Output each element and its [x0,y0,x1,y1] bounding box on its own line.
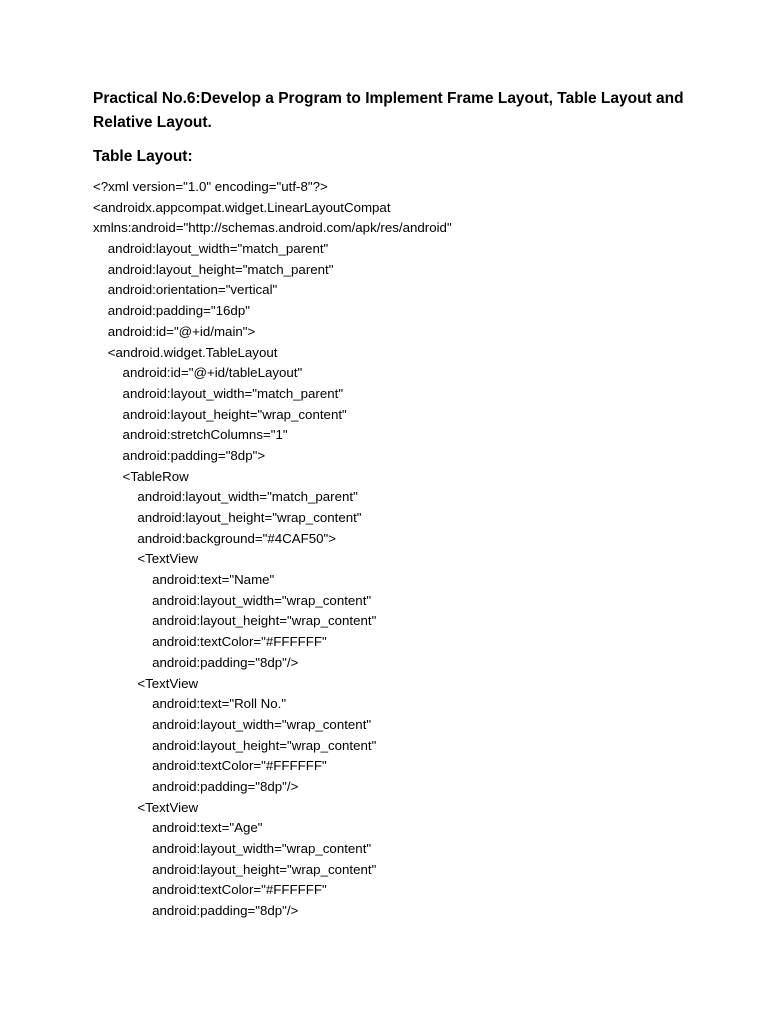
code-block [93,177,452,922]
code-line: android:textColor="#FFFFFF" [93,882,327,898]
code-line: android:layout_width="match_parent" [93,241,329,257]
code-line: <TextView [93,551,199,567]
code-line: android:textColor="#FFFFFF" [93,758,327,774]
code-line: android:layout_height="wrap_content" [93,510,362,525]
code-line: android:layout_width="wrap_content" [93,841,372,856]
code-line: android:layout_height="wrap_content" [93,406,347,422]
code-line: android:stretchColumns="1" [93,427,288,443]
code-line: android:padding="8dp"/> [93,778,299,794]
section-heading: Table Layout: [93,148,193,165]
code-line: <TableRow [93,468,189,484]
code-line: <android.widget.TableLayout [93,344,278,360]
code-line: android:layout_height="match_parent" [93,261,334,277]
code-line: android:layout_height="wrap_content" [93,613,377,629]
code-line: android:padding="8dp"/> [93,903,299,919]
code-line: android:padding="8dp"> [93,447,266,463]
code-line: xmlns:android="http://schemas.android.com/apk/res/android" [93,220,452,236]
code-line: android:layout_width="match_parent" [93,489,358,505]
code-line: android:text="Roll No." [93,696,287,712]
code-line: android:layout_height="wrap_content" [93,861,377,877]
code-line: android:text="Name" [93,572,275,588]
code-line: android:text="Age" [93,820,263,836]
code-line: android:orientation="vertical" [93,282,278,298]
code-line: <?xml version="1.0" encoding="utf-8"?> [93,179,328,194]
code-line: android:layout_height="wrap_content" [93,737,377,753]
page-title: Practical No.6:Develop a Program to Implement Frame Layout, Table Layout and Relative Layout. [93,90,684,131]
code-line: android:layout_width="wrap_content" [93,716,372,732]
code-line: android:textColor="#FFFFFF" [93,634,327,650]
code-line: android:layout_width="wrap_content" [93,592,372,608]
code-line: android:padding="16dp" [93,303,250,319]
code-line: <TextView [93,675,199,691]
code-line: android:id="@+id/main"> [93,323,256,339]
code-line: <TextView [93,799,199,815]
code-line: android:layout_width="match_parent" [93,385,344,401]
code-line: android:padding="8dp"/> [93,654,299,670]
code-line: android:id="@+id/tableLayout" [93,365,303,381]
code-line: <androidx.appcompat.widget.LinearLayoutCompat [93,199,391,215]
code-line: android:background="#4CAF50"> [93,530,337,546]
